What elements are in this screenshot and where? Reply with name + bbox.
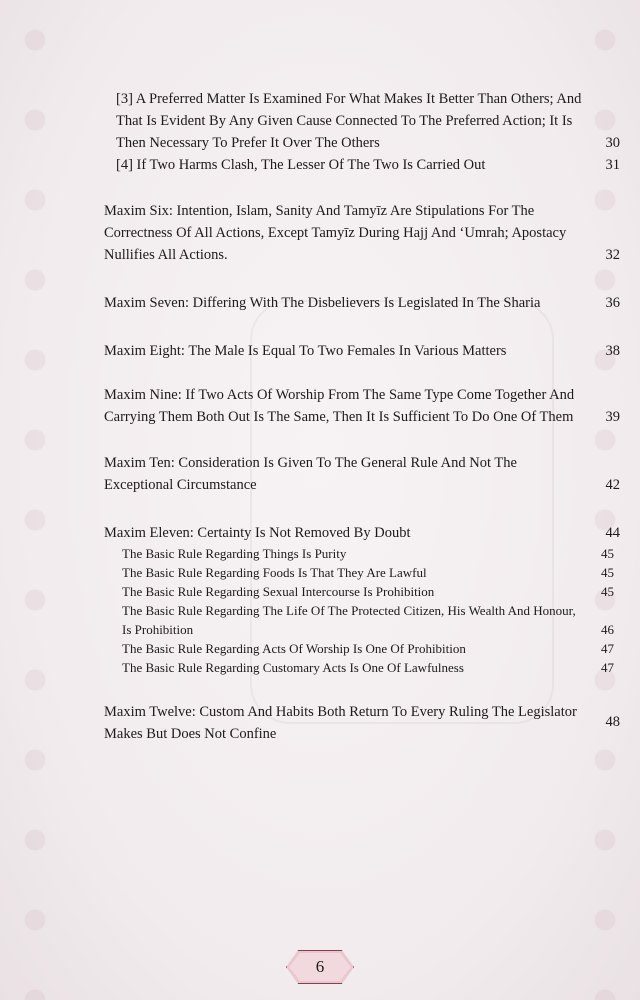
toc-entry-text: Maxim Seven: Differing With The Disbelievers Is Legislated In The Sharia [104,295,541,311]
toc-entry-two-harms [116,154,620,176]
toc-entry-text: Maxim Ten: Consideration Is Given To The General Rule And Not The Exceptional Circumstance [104,455,517,493]
toc-page-number: 44 [605,525,620,541]
toc-entry-text: Maxim Twelve: Custom And Habits Both Return To Every Ruling The Legislator Makes But Does Not Confine [104,704,577,742]
toc-entry-text: The Basic Rule Regarding Things Is Purity [122,546,347,561]
toc-page-number: 30 [605,135,620,151]
toc-entry-text: The Basic Rule Regarding The Life Of The Protected Citizen, His Wealth And Honour, Is Prohibition [122,603,576,637]
floral-border-left [0,0,70,1000]
toc-page-number: 38 [605,343,620,359]
toc-entry-text: The Basic Rule Regarding Acts Of Worship Is One Of Prohibition [122,641,466,656]
toc-entry-maxim-twelve [104,701,620,745]
toc-page-number: 47 [601,660,614,675]
toc-entry-maxim-eight [104,340,620,362]
toc-subentry-intercourse-prohibition [122,582,620,601]
page-number: 6 [315,957,325,976]
toc-page-number: 39 [605,409,620,425]
toc-entry-maxim-nine [104,384,620,428]
toc-subentry-foods-lawful [122,563,620,582]
table-of-contents [104,88,620,745]
toc-page-number: 36 [605,295,620,311]
toc-page-number: 47 [601,641,614,656]
page-number-badge [286,950,354,984]
toc-page-number: 48 [605,714,620,730]
toc-entry-text: The Basic Rule Regarding Customary Acts Is One Of Lawfulness [122,660,464,675]
toc-subentry-protected-citizen [122,601,620,639]
toc-entry-text: The Basic Rule Regarding Sexual Intercourse Is Prohibition [122,584,435,599]
toc-page-number: 42 [605,477,620,493]
toc-entry-preferred-matter [116,88,620,154]
toc-page-number: 31 [605,157,620,173]
toc-subentry-customary-lawfulness [122,658,620,677]
toc-entry-text: Maxim Six: Intention, Islam, Sanity And Tamyīz Are Stipulations For The Correctness Of All Actions, Except Tamyīz During Hajj And ‘Umrah; Apostacy Nullifies All Actions. [104,203,567,263]
toc-subentry-worship-prohibition [122,639,620,658]
toc-entry-text: Maxim Nine: If Two Acts Of Worship From The Same Type Come Together And Carrying Them Both Out Is The Same, Then It Is Sufficient To Do One Of Them [104,387,575,425]
toc-entry-text: Maxim Eight: The Male Is Equal To Two Females In Various Matters [104,343,507,359]
toc-page-number: 46 [601,622,614,637]
toc-subentry-things-purity [122,544,620,563]
toc-entry-maxim-seven [104,292,620,314]
toc-page-number: 45 [601,584,614,599]
toc-entry-maxim-ten [104,452,620,496]
toc-entry-text: The Basic Rule Regarding Foods Is That They Are Lawful [122,565,427,580]
toc-page-number: 45 [601,546,614,561]
toc-page-number: 32 [605,247,620,263]
toc-entry-text: [4] If Two Harms Clash, The Lesser Of The Two Is Carried Out [116,157,486,173]
toc-entry-maxim-six [104,200,620,266]
toc-entry-text: [3] A Preferred Matter Is Examined For What Makes It Better Than Others; And That Is Evident By Any Given Cause Connected To The Preferred Action; It Is Then Necessary To Prefer It Over The Others [116,91,582,151]
toc-entry-text: Maxim Eleven: Certainty Is Not Removed By Doubt [104,525,411,541]
toc-entry-maxim-eleven [104,522,620,544]
toc-page-number: 45 [601,565,614,580]
